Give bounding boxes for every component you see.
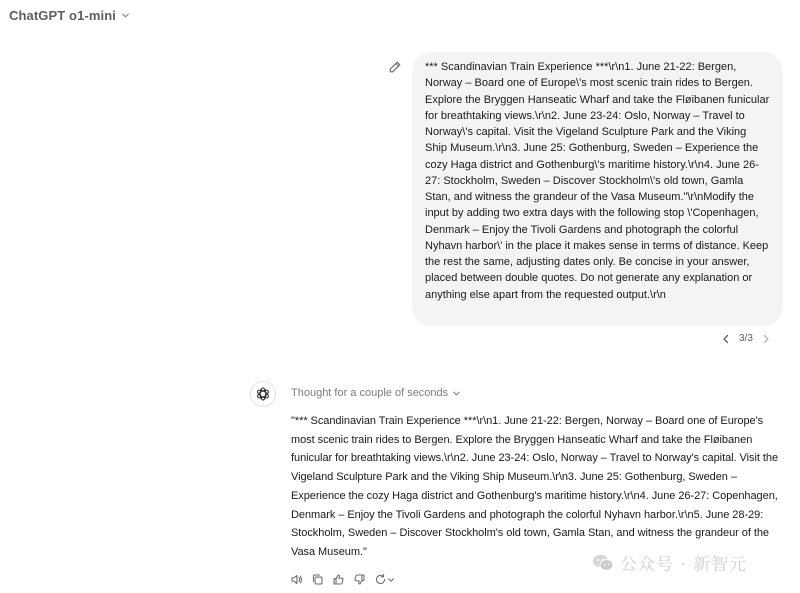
thumbs-up-icon (332, 573, 345, 586)
user-message: *** Scandinavian Train Experience ***\r\n1. June 21-22: Bergen, Norway – Board one of Europe\'s most scenic train rides to Bergen. Explore the Bryggen Hanseatic Wharf and take the Fløibanen funicular for breathtaking views.\r\n2. June 23-24: Oslo, Norway – Travel to Norway\'s capital. Visit the Vigeland Sculpture Park and the Viking Ship Museum.\r\n3. June 25: Gothenburg, Sweden – Experience the cozy Haga district and Gothenburg\'s maritime history.\r\n4. June 26-27: Stockholm, Sweden – Discover Stockholm\'s old town, Gamla Stan, and witness the grandeur of the Vasa Museum."\r\nModify the input by adding two extra days with the following stop \'Copenhagen, Denmark – Enjoy the Tivoli Gardens and photograph the colorful Nyhavn harbor\' in the place it makes sense in terms of distance. Keep the rest the same, adjusting dates only. Be concise in your answer, placed between double quotes. Do not generate any explanation or anything else apart from the requested output.\r\n (412, 52, 783, 326)
wechat-logo-icon (592, 553, 614, 573)
chevron-down-icon (121, 11, 130, 20)
message-actions (290, 573, 395, 586)
chevron-left-icon (722, 334, 730, 344)
response-pager (722, 333, 770, 344)
watermark (592, 550, 747, 575)
model-name: ChatGPT o1-mini (9, 8, 116, 23)
chevron-down-icon (387, 576, 395, 584)
assistant-message: "*** Scandinavian Train Experience ***\r\n1. June 21-22: Bergen, Norway – Board one of Europe's most scenic train rides to Bergen. Explore the Bryggen Hanseatic Wharf and take the Fløibanen funicular for breathtaking views.\r\n2. June 23-24: Oslo, Norway – Travel to Norway's capital. Visit the Vigeland Sculpture Park and the Viking Ship Museum.\r\n3. June 25: Gothenburg, Sweden – Experience the cozy Haga district and Gothenburg's maritime history.\r\n4. June 26-27: Copenhagen, Denmark – Enjoy the Tivoli Gardens and photograph the colorful Nyhavn harbor.\r\n5. June 28-29: Stockholm, Sweden – Discover Stockholm's old town, Gamla Stan, and witness the grandeur of the Vasa Museum." (291, 415, 782, 558)
speaker-icon (290, 573, 303, 586)
watermark-text: 公众号 · 新智元 (620, 555, 748, 575)
next-version-button[interactable] (762, 334, 770, 344)
regenerate-button[interactable] (374, 573, 395, 586)
edit-message-button[interactable] (388, 60, 402, 74)
refresh-icon (374, 573, 387, 586)
copy-icon (311, 573, 324, 586)
model-selector[interactable] (9, 8, 130, 23)
pager-count: 3/3 (739, 333, 753, 344)
chevron-right-icon (762, 334, 770, 344)
thumbs-down-icon (353, 573, 366, 586)
openai-logo-icon (255, 386, 271, 402)
bad-response-button[interactable] (353, 573, 366, 586)
pencil-icon (388, 60, 402, 74)
copy-button[interactable] (311, 573, 324, 586)
thought-label: Thought for a couple of seconds (291, 387, 449, 399)
assistant-avatar (250, 381, 276, 407)
good-response-button[interactable] (332, 573, 345, 586)
previous-version-button[interactable] (722, 334, 730, 344)
chevron-down-icon (452, 389, 461, 398)
thought-toggle[interactable] (291, 387, 461, 399)
read-aloud-button[interactable] (290, 573, 303, 586)
